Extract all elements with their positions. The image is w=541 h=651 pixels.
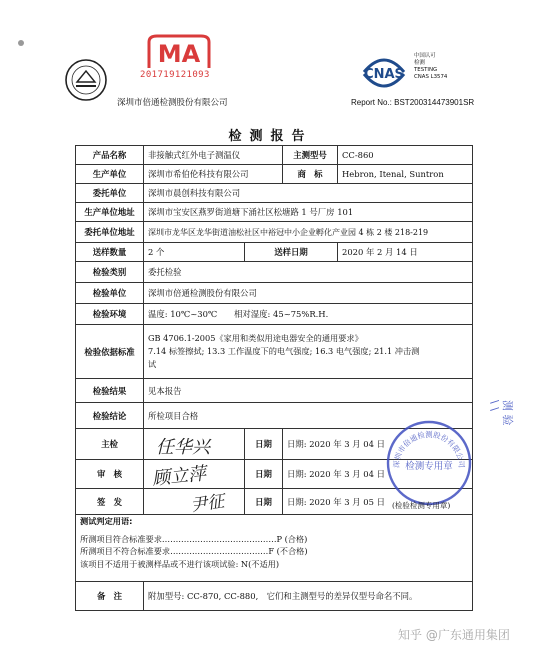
reviewer-signature: 顾立萍 xyxy=(151,463,208,490)
row-criteria xyxy=(76,515,473,582)
label-approver: 签 发 xyxy=(76,489,144,515)
report-number: Report No.: BST200314473901SR xyxy=(351,98,475,107)
approver-signature: 尹征 xyxy=(189,491,226,517)
cnas-info xyxy=(414,53,447,81)
value-sample-date: 2020 年 2 月 14 日 xyxy=(338,243,473,262)
standard-line: 试 xyxy=(148,359,157,369)
row-client xyxy=(76,184,473,203)
value-result: 见本报告 xyxy=(144,379,473,403)
value-remarks: 附加型号: CC-870, CC-880, 它们和主测型号的差异仅型号命名不同。 xyxy=(144,582,473,611)
approver-date: 日期: 2020 年 3 月 05 日 xyxy=(283,489,473,515)
stamp-arc-text: 深圳市倍通检测股份有限公司 xyxy=(391,430,467,469)
label-test-unit: 检验单位 xyxy=(76,283,144,304)
label-reviewer: 审 核 xyxy=(76,460,144,489)
row-test-category xyxy=(76,262,473,283)
value-client: 深圳市晨创科技有限公司 xyxy=(144,184,473,203)
cnas-line: CNAS L3574 xyxy=(414,74,448,80)
label-client: 委托单位 xyxy=(76,184,144,203)
standard-line: GB 4706.1-2005《家用和类似用途电器安全的通用要求》 xyxy=(148,333,363,343)
report-table xyxy=(75,145,473,611)
value-model: CC-860 xyxy=(338,146,473,165)
cnas-logo xyxy=(358,50,410,96)
value-trademark: Hebron, Itenal, Suntron xyxy=(338,165,473,184)
label-trademark: 商 标 xyxy=(283,165,338,184)
row-manufacturer xyxy=(76,165,473,184)
inspector-signature-cell xyxy=(144,429,245,460)
pen-dot xyxy=(18,40,24,46)
stamp-center-text: 检测专用章 xyxy=(405,461,453,472)
row-standard xyxy=(76,325,473,379)
value-client-address: 深圳市龙华区龙华街道油松社区中裕冠中小企业孵化产业园 4 栋 2 楼 218-219 xyxy=(144,222,473,243)
label-result: 检验结果 xyxy=(76,379,144,403)
standard-line: 7.14 标签擦拭; 13.3 工作温度下的电气强度; 16.3 电气强度; 21.1 冲击测 xyxy=(148,346,420,356)
label-model: 主测型号 xyxy=(283,146,338,165)
row-remarks xyxy=(76,582,473,611)
label-date: 日期 xyxy=(245,489,283,515)
ma-text: MA xyxy=(157,40,201,68)
ma-logo xyxy=(143,34,215,70)
label-conclusion: 检验结论 xyxy=(76,403,144,429)
row-result xyxy=(76,379,473,403)
approver-signature-cell xyxy=(144,489,245,515)
stamp-caption: (检验检测专用章) xyxy=(392,501,451,510)
inspector-date: 日期: 2020 年 3 月 04 日 xyxy=(283,429,473,460)
label-date: 日期 xyxy=(245,429,283,460)
value-environment: 温度: 10℃~30℃ 相对湿度: 45~75%R.H. xyxy=(144,304,473,325)
row-sample xyxy=(76,243,473,262)
value-sample-quantity: 2 个 xyxy=(144,243,245,262)
report-title: 检测报告 xyxy=(228,129,313,144)
inspector-signature: 任华兴 xyxy=(156,437,210,458)
certification-seal-logo xyxy=(64,58,108,102)
cnas-line: 检测 xyxy=(414,60,425,66)
criteria-title: 测试判定用语: xyxy=(80,516,133,526)
cnas-text: CNAS xyxy=(364,67,404,82)
label-manufacturer: 生产单位 xyxy=(76,165,144,184)
value-standard xyxy=(144,325,473,379)
side-stamp-mark: 测 验 \ \ xyxy=(488,400,514,426)
label-client-address: 委托单位地址 xyxy=(76,222,144,243)
cnas-line: 中国认可 xyxy=(414,53,436,59)
label-product-name: 产品名称 xyxy=(76,146,144,165)
value-manufacturer-address: 深圳市宝安区燕罗街道塘下涌社区松塘路 1 号厂房 101 xyxy=(144,203,473,222)
label-date: 日期 xyxy=(245,460,283,489)
ma-code: 201719121093 xyxy=(140,70,210,80)
label-manufacturer-address: 生产单位地址 xyxy=(76,203,144,222)
inspection-stamp xyxy=(385,419,473,507)
criteria-cell xyxy=(76,515,473,582)
row-manufacturer-address xyxy=(76,203,473,222)
criteria-line: 所测项目符合标准要求……………………………………P (合格) xyxy=(80,533,308,544)
cnas-line: TESTING xyxy=(414,67,438,73)
header-company-name: 深圳市倍通检测股份有限公司 xyxy=(117,98,228,108)
value-test-unit: 深圳市倍通检测股份有限公司 xyxy=(144,283,473,304)
row-product-name xyxy=(76,146,473,165)
row-environment xyxy=(76,304,473,325)
label-remarks: 备 注 xyxy=(76,582,144,611)
row-test-unit xyxy=(76,283,473,304)
label-sample-quantity: 送样数量 xyxy=(76,243,144,262)
label-sample-date: 送样日期 xyxy=(245,243,338,262)
reviewer-signature-cell xyxy=(144,460,245,489)
criteria-line: 该项目不适用于被测样品或不进行该项试验: N(不适用) xyxy=(80,558,280,569)
value-product-name: 非接触式红外电子测温仪 xyxy=(144,146,283,165)
watermark: 知乎 @广东通用集团 xyxy=(398,628,510,642)
reviewer-date: 日期: 2020 年 3 月 04 日 xyxy=(283,460,473,489)
label-environment: 检验环境 xyxy=(76,304,144,325)
value-manufacturer: 深圳市希伯伦科技有限公司 xyxy=(144,165,283,184)
row-client-address xyxy=(76,222,473,243)
label-test-category: 检验类别 xyxy=(76,262,144,283)
label-standard: 检验依据标准 xyxy=(76,325,144,379)
value-conclusion: 所检项目合格 xyxy=(144,403,473,429)
value-test-category: 委托检验 xyxy=(144,262,473,283)
criteria-line: 所测项目不符合标准要求………………………………F (不合格) xyxy=(80,546,308,556)
label-inspector: 主检 xyxy=(76,429,144,460)
